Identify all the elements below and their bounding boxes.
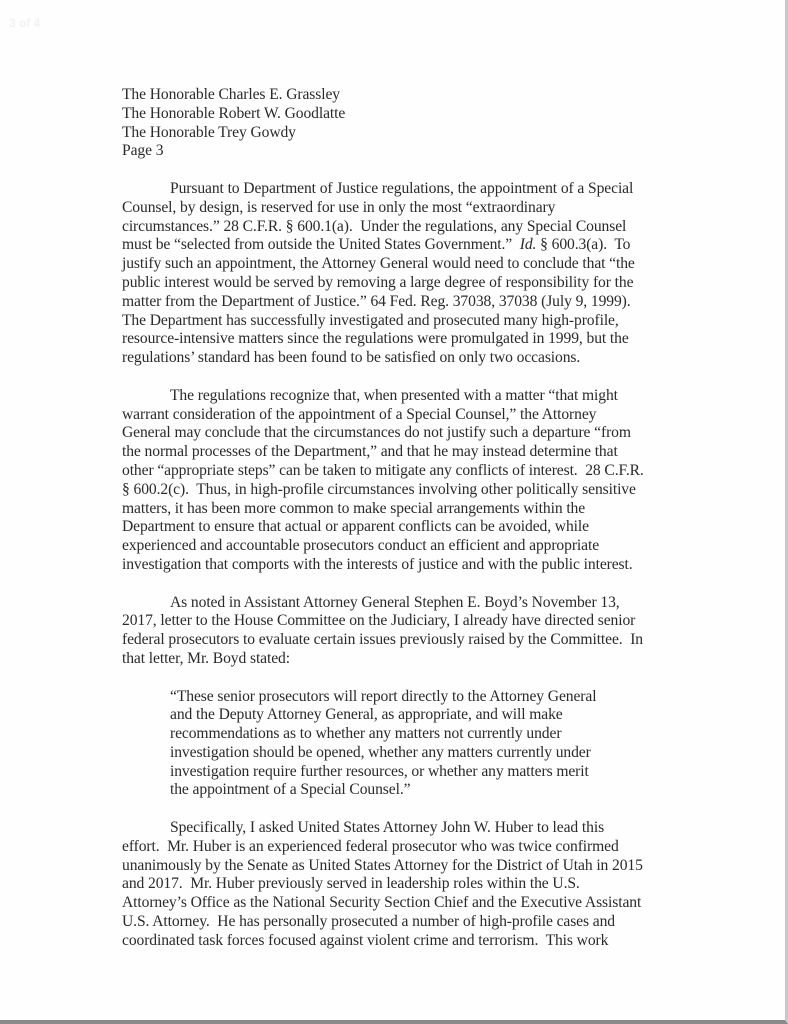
page-indicator: 3 of 4 (9, 16, 41, 30)
paragraph-line: public interest would be served by removing a large degree of responsibility for the (122, 273, 634, 291)
paragraph-line: other “appropriate steps” can be taken to mitigate any conflicts of interest. 28 C.F.R. (122, 461, 644, 479)
paragraph-line: and 2017. Mr. Huber previously served in leadership roles within the U.S. (122, 875, 580, 893)
addressee-line: The Honorable Trey Gowdy (122, 123, 296, 141)
paragraph-line: As noted in Assistant Attorney General Stephen E. Boyd’s November 13, (170, 593, 620, 611)
quote-line: investigation require further resources, or whether any matters merit (170, 762, 589, 780)
paragraph-line: circumstances.” 28 C.F.R. § 600.1(a). Under the regulations, any Special Counsel (122, 217, 627, 235)
paragraph-line: justify such an appointment, the Attorney General would need to conclude that “the (122, 255, 635, 273)
paragraph-line: Attorney’s Office as the National Security Section Chief and the Executive Assistant (122, 894, 642, 912)
paragraph-line: that letter, Mr. Boyd stated: (122, 649, 290, 667)
addressee-line: The Honorable Robert W. Goodlatte (122, 104, 346, 122)
paragraph-line: 2017, letter to the House Committee on the Judiciary, I already have directed senior (122, 612, 636, 630)
paragraph-line: matter from the Department of Justice.” 64 Fed. Reg. 37038, 37038 (July 9, 1999). (122, 292, 631, 310)
paragraph-line: resource-intensive matters since the regulations were promulgated in 1999, but the (122, 330, 629, 348)
paragraph-line (122, 236, 682, 255)
paragraph-line: the normal processes of the Department,” and that he may instead determine that (122, 443, 618, 461)
paragraph-line: General may conclude that the circumstances do not justify such a departure “from (122, 424, 631, 442)
paragraph-line: The regulations recognize that, when presented with a matter “that might (170, 386, 618, 404)
paragraph-line: federal prosecutors to evaluate certain issues previously raised by the Committee. In (122, 631, 643, 649)
paragraph-huber (122, 819, 682, 951)
paragraph-line: experienced and accountable prosecutors conduct an efficient and appropriate (122, 537, 600, 555)
quote-line: and the Deputy Attorney General, as appropriate, and will make (170, 706, 563, 724)
addressee-line: The Honorable Charles E. Grassley (122, 86, 340, 103)
paragraph-line: coordinated task forces focused against violent crime and terrorism. This work (122, 931, 609, 949)
paragraph-line: The Department has successfully investigated and prosecuted many high-profile, (122, 311, 619, 329)
quote-line: investigation should be opened, whether any matters currently under (170, 743, 591, 761)
paragraph-boyd-letter (122, 594, 682, 669)
paragraph-line: Department to ensure that actual or apparent conflicts can be avoided, while (122, 518, 589, 536)
letter-body (122, 86, 682, 951)
paragraph-regulations-recognize (122, 387, 682, 575)
paragraph-line: U.S. Attorney. He has personally prosecuted a number of high-profile cases and (122, 913, 615, 931)
block-quote (170, 688, 640, 801)
quote-line: the appointment of a Special Counsel.” (170, 781, 411, 799)
line-text: must be “selected from outside the United States Government.” (122, 236, 520, 254)
paragraph-line: Counsel, by design, is reserved for use in only the most “extraordinary (122, 198, 556, 216)
paragraph-line: investigation that comports with the interests of justice and with the public interest. (122, 555, 633, 573)
paragraph-line: Pursuant to Department of Justice regulations, the appointment of a Special (170, 179, 634, 197)
citation-id: Id. (519, 236, 537, 254)
paragraph-line: regulations’ standard has been found to be satisfied on only two occasions. (122, 349, 581, 367)
addressee-block (122, 86, 682, 161)
paragraph-line: unanimously by the Senate as United States Attorney for the District of Utah in 2015 (122, 856, 643, 874)
paragraph-line: § 600.2(c). Thus, in high-profile circumstances involving other politically sensitive (122, 480, 636, 498)
page-number: Page 3 (122, 142, 164, 160)
paragraph-line: effort. Mr. Huber is an experienced federal prosecutor who was twice confirmed (122, 837, 619, 855)
paragraph-line: Specifically, I asked United States Attorney John W. Huber to lead this (170, 819, 605, 837)
quote-line: recommendations as to whether any matters not currently under (170, 725, 562, 743)
paragraph-special-counsel-regulations (122, 180, 682, 368)
paragraph-line: matters, it has been more common to make special arrangements within the (122, 499, 586, 517)
line-text: § 600.3(a). To (536, 236, 631, 254)
paragraph-line: warrant consideration of the appointment of a Special Counsel,” the Attorney (122, 405, 597, 423)
quote-line: “These senior prosecutors will report directly to the Attorney General (170, 687, 597, 705)
